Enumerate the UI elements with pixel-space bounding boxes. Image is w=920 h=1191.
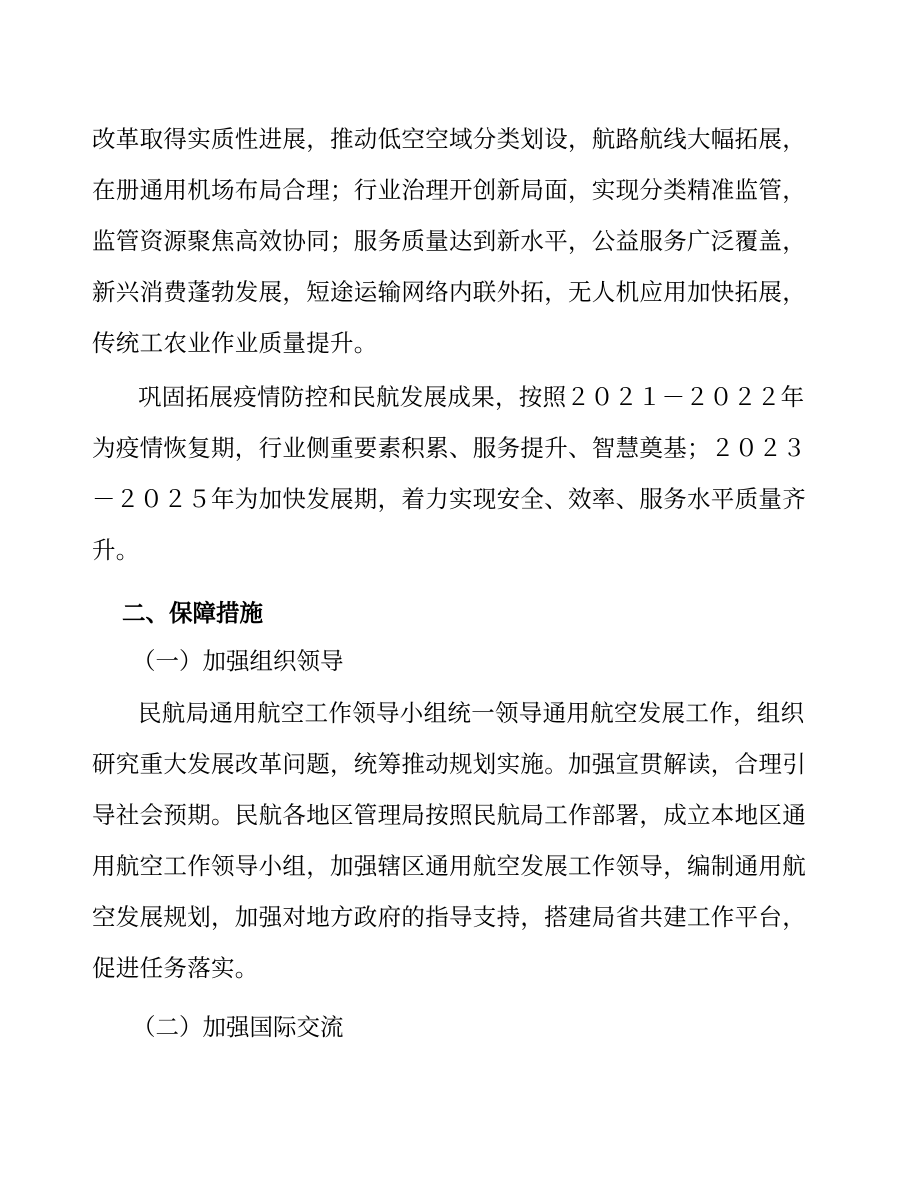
paragraph-line: 研究重大发展改革问题，统筹推动规划实施。加强宣贯解读，合理引 xyxy=(92,750,806,778)
subsection-heading-1: （一）加强组织领导 xyxy=(132,647,344,675)
paragraph-line: 改革取得实质性进展，推动低空空域分类划设，航路航线大幅拓展， xyxy=(92,125,806,153)
paragraph-line: 新兴消费蓬勃发展，短途运输网络内联外拓，无人机应用加快拓展， xyxy=(92,278,806,306)
paragraph-line: 为疫情恢复期，行业侧重要素积累、服务提升、智慧奠基；２０２３ xyxy=(92,434,806,462)
paragraph-line: －２０２５年为加快发展期，着力实现安全、效率、服务水平质量齐 xyxy=(92,485,806,513)
paragraph-line: 在册通用机场布局合理；行业治理开创新局面，实现分类精准监管， xyxy=(92,176,806,204)
paragraph-line: 导社会预期。民航各地区管理局按照民航局工作部署，成立本地区通 xyxy=(92,801,806,829)
paragraph-line: 监管资源聚焦高效协同；服务质量达到新水平，公益服务广泛覆盖， xyxy=(92,227,806,255)
paragraph-line: 民航局通用航空工作领导小组统一领导通用航空发展工作，组织 xyxy=(138,699,805,727)
paragraph-line: 促进任务落实。 xyxy=(92,954,259,982)
section-heading: 二、保障措施 xyxy=(122,599,263,627)
subsection-heading-2: （二）加强国际交流 xyxy=(132,1013,344,1041)
paragraph-line: 空发展规划，加强对地方政府的指导支持，搭建局省共建工作平台， xyxy=(92,903,806,931)
paragraph-line: 传统工农业作业质量提升。 xyxy=(92,329,378,357)
paragraph-line: 升。 xyxy=(92,536,140,564)
paragraph-line: 用航空工作领导小组，加强辖区通用航空发展工作领导，编制通用航 xyxy=(92,852,806,880)
paragraph-line: 巩固拓展疫情防控和民航发展成果，按照２０２１－２０２２年 xyxy=(138,383,805,411)
